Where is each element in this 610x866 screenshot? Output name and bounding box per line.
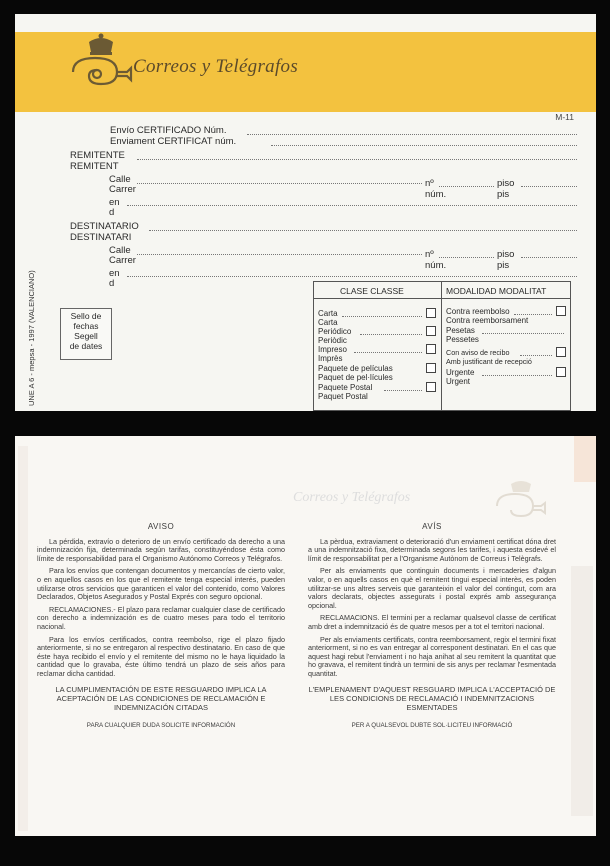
modalidad-dots bbox=[520, 355, 552, 356]
calle-label-2: Calle bbox=[109, 245, 131, 256]
clase-item: Paquete de películas bbox=[318, 364, 393, 373]
aviso-title: AVISO bbox=[147, 522, 175, 531]
crown-posthorn-logo-icon bbox=[67, 32, 137, 94]
num-label: núm. bbox=[425, 189, 447, 200]
destinatario-label: DESTINATARIO bbox=[70, 221, 139, 232]
brand-name: Correos y Telégrafos bbox=[133, 56, 299, 77]
no-label-2: nº bbox=[425, 249, 434, 260]
d-label-2: d bbox=[109, 278, 115, 289]
destinatario-number-field[interactable] bbox=[439, 257, 494, 258]
receipt-front bbox=[15, 14, 596, 411]
d-label: d bbox=[109, 207, 115, 218]
avis-conditions: L'EMPLENAMENT D'AQUEST RESGUARD IMPLICA L'ACCEPTACIÓ DE LES CONDICIONS DE RECLAMACIÓ I INDEMNITZACIONS ESMENTADES bbox=[308, 684, 556, 712]
piso-label: piso bbox=[497, 178, 515, 189]
pis-label-2: pis bbox=[497, 260, 510, 271]
back-corner-tint bbox=[574, 436, 596, 482]
avis-paragraph-2: Per als enviaments que continguin documents i mercaderies d'algun valor, o en aquells casos en què el remitent tingui especial interès, es poden utilitzar-se uns altres serveis que garanteixin el valor del contingut, com ara valors declarats, objectes assegurats i postal exprés amb assegurança opcional. bbox=[308, 566, 556, 610]
paquete-peliculas-checkbox[interactable] bbox=[426, 363, 436, 373]
modalidad-dots bbox=[514, 314, 552, 315]
remitente-field[interactable] bbox=[137, 159, 577, 160]
destinatario-city-field[interactable] bbox=[127, 276, 577, 277]
remitent-label: REMITENT bbox=[70, 161, 119, 172]
amount-field[interactable] bbox=[482, 333, 564, 334]
aviso-paragraph-2: Para los envíos que contengan documentos y mercancías de cierto valor, o en aquellos casos en los que el remitente tenga especial interés, pueden utilizarse otros servicios que garanticen el valor del contenido, como Valores Declarados, Objetos Asegurados y Postal Exprés con seguro opcional. bbox=[37, 566, 285, 602]
destinatario-street-field[interactable] bbox=[137, 254, 422, 255]
aviso-column bbox=[37, 523, 285, 734]
modalidad-item: Contra reemborsament bbox=[446, 316, 529, 325]
sello-line-3: Segell bbox=[74, 331, 98, 341]
remitente-number-field[interactable] bbox=[439, 186, 494, 187]
ghost-logo-icon bbox=[493, 476, 549, 522]
modalidad-item: Con aviso de recibo bbox=[446, 348, 510, 357]
date-stamp-box bbox=[60, 308, 112, 360]
clase-item: Impreso bbox=[318, 345, 347, 354]
avis-paragraph-4: Per als enviaments certificats, contra reemborsament, regix el termini fixat anteriorment, si no es van entregar al corresponent destinatari. En el cas que aquest hagi rebut l'enviament i no haja anihat al seu remitent la quantitat que ho gravava, el remitent tindrà un termini de sis anys per reclamar l'esmentada quantitat. bbox=[308, 634, 556, 678]
avis-paragraph-3: RECLAMACIONS. El termini per a reclamar qualsevol classe de certificat amb dret a indemnització és de quatre mesos per a tot el territori nacional. bbox=[308, 613, 556, 631]
en-label-2: en bbox=[109, 268, 120, 279]
aviso-paragraph-4: Para los envíos certificados, contra reembolso, rige el plazo fijado anteriormente, si no se entregaron al respectivo destinatario. En caso de que éste haya recibido el envío y el remitente del mismo no le haya liquidado la cantidad que lo gravaba, éste último tendrá un plazo de seis años para reclamar dicha cantidad. bbox=[37, 634, 285, 678]
back-right-edge bbox=[571, 566, 593, 816]
en-label: en bbox=[109, 197, 120, 208]
reembolso-checkbox[interactable] bbox=[556, 306, 566, 316]
vertical-print-info: UNE A 6 - mepsa - 1997 (VALENCIANO) bbox=[27, 270, 36, 406]
no-label: nº bbox=[425, 178, 434, 189]
remitente-city-field[interactable] bbox=[127, 205, 577, 206]
aviso-recibo-checkbox[interactable] bbox=[556, 347, 566, 357]
clase-header: CLASE CLASSE bbox=[340, 286, 404, 296]
modalidad-item: Contra reembolso bbox=[446, 307, 510, 316]
avis-column bbox=[308, 523, 556, 734]
form-code: M-11 bbox=[555, 112, 574, 122]
sello-line-4: de dates bbox=[69, 341, 103, 351]
periodico-checkbox[interactable] bbox=[426, 326, 436, 336]
clase-item: Carta bbox=[318, 309, 338, 318]
destinatario-field[interactable] bbox=[149, 230, 577, 231]
modalidad-item: Amb justificant de recepció bbox=[446, 357, 532, 366]
enviament-number-field[interactable] bbox=[271, 145, 577, 146]
clase-item: Paquet de pel·lícules bbox=[318, 373, 393, 382]
urgente-checkbox[interactable] bbox=[556, 367, 566, 377]
clase-item: Imprès bbox=[318, 354, 343, 363]
sello-line-2: fechas bbox=[73, 321, 99, 331]
modalidad-item: Pessetes bbox=[446, 335, 479, 344]
modalidad-item: Urgente bbox=[446, 368, 475, 377]
modalidad-dots bbox=[482, 375, 552, 376]
envio-label: Envío CERTIFICADO Núm. bbox=[110, 125, 227, 136]
clase-dots bbox=[360, 334, 422, 335]
pis-label: pis bbox=[497, 189, 510, 200]
table-header-line bbox=[314, 298, 570, 299]
remitente-floor-field[interactable] bbox=[521, 186, 577, 187]
clase-dots bbox=[384, 390, 422, 391]
receipt-back bbox=[15, 436, 596, 836]
clase-item: Carta bbox=[318, 318, 338, 327]
carta-checkbox[interactable] bbox=[426, 308, 436, 318]
destinatario-floor-field[interactable] bbox=[521, 257, 577, 258]
clase-item: Periódico bbox=[318, 327, 352, 336]
ghost-brand: Correos y Telégrafos bbox=[293, 490, 411, 505]
sello-line-1: Sello de bbox=[70, 311, 102, 321]
back-left-edge bbox=[18, 446, 28, 831]
clase-item: Paquete Postal bbox=[318, 383, 373, 392]
class-modality-table bbox=[313, 281, 571, 411]
avis-paragraph-1: La pèrdua, extraviament o deterioració d'un enviament certificat dóna dret a una indemnització fixa, determinada segons les tarifes, i aquesta esdevé el límit de responsabilitat per a l'Organisme Autònom de Correus i Telègrafs. bbox=[308, 536, 556, 563]
clase-item: Paquet Postal bbox=[318, 392, 368, 401]
destinatari-label: DESTINATARI bbox=[70, 232, 132, 243]
table-divider bbox=[441, 282, 442, 410]
aviso-paragraph-3: RECLAMACIONES.- El plazo para reclamar cualquier clase de certificado con derecho a indemnización es de cuatro meses para todo el territorio nacional. bbox=[37, 604, 285, 631]
impreso-checkbox[interactable] bbox=[426, 344, 436, 354]
avis-info: PER A QUALSEVOL DUBTE SOL·LICITEU INFORMACIÓ bbox=[351, 721, 513, 729]
carrer-label-2: Carrer bbox=[109, 255, 136, 266]
clase-dots bbox=[354, 352, 422, 353]
avis-title: AVÍS bbox=[422, 522, 442, 531]
clase-dots bbox=[342, 316, 422, 317]
enviament-label: Enviament CERTIFICAT núm. bbox=[110, 136, 237, 147]
piso-label-2: piso bbox=[497, 249, 515, 260]
aviso-info: PARA CUALQUIER DUDA SOLICITE INFORMACIÓN bbox=[86, 721, 236, 729]
paquete-postal-checkbox[interactable] bbox=[426, 382, 436, 392]
modalidad-item: Pesetas bbox=[446, 326, 475, 335]
modalidad-item: Urgent bbox=[446, 377, 471, 386]
aviso-conditions: LA CUMPLIMENTACIÓN DE ESTE RESGUARDO IMPLICA LA ACEPTACIÓN DE LAS CONDICIONES DE RECLAMACIÓN E INDEMNIZACIÓN CITADAS bbox=[55, 684, 267, 712]
clase-item: Periòdic bbox=[318, 336, 347, 345]
remitente-label: REMITENTE bbox=[70, 150, 125, 161]
envio-number-field[interactable] bbox=[247, 134, 577, 135]
remitente-street-field[interactable] bbox=[137, 183, 422, 184]
calle-label: Calle bbox=[109, 174, 131, 185]
modalidad-header: MODALIDAD MODALITAT bbox=[446, 286, 547, 296]
aviso-paragraph-1: La pérdida, extravío o deterioro de un envío certificado da derecho a una indemnización fija, determinada según tarifas, constituyéndose ésta como límite de responsabilidad para el Organismo Autónomo Correos y Telégrafos. bbox=[37, 536, 285, 563]
num-label-2: núm. bbox=[425, 260, 447, 271]
carrer-label: Carrer bbox=[109, 184, 136, 195]
